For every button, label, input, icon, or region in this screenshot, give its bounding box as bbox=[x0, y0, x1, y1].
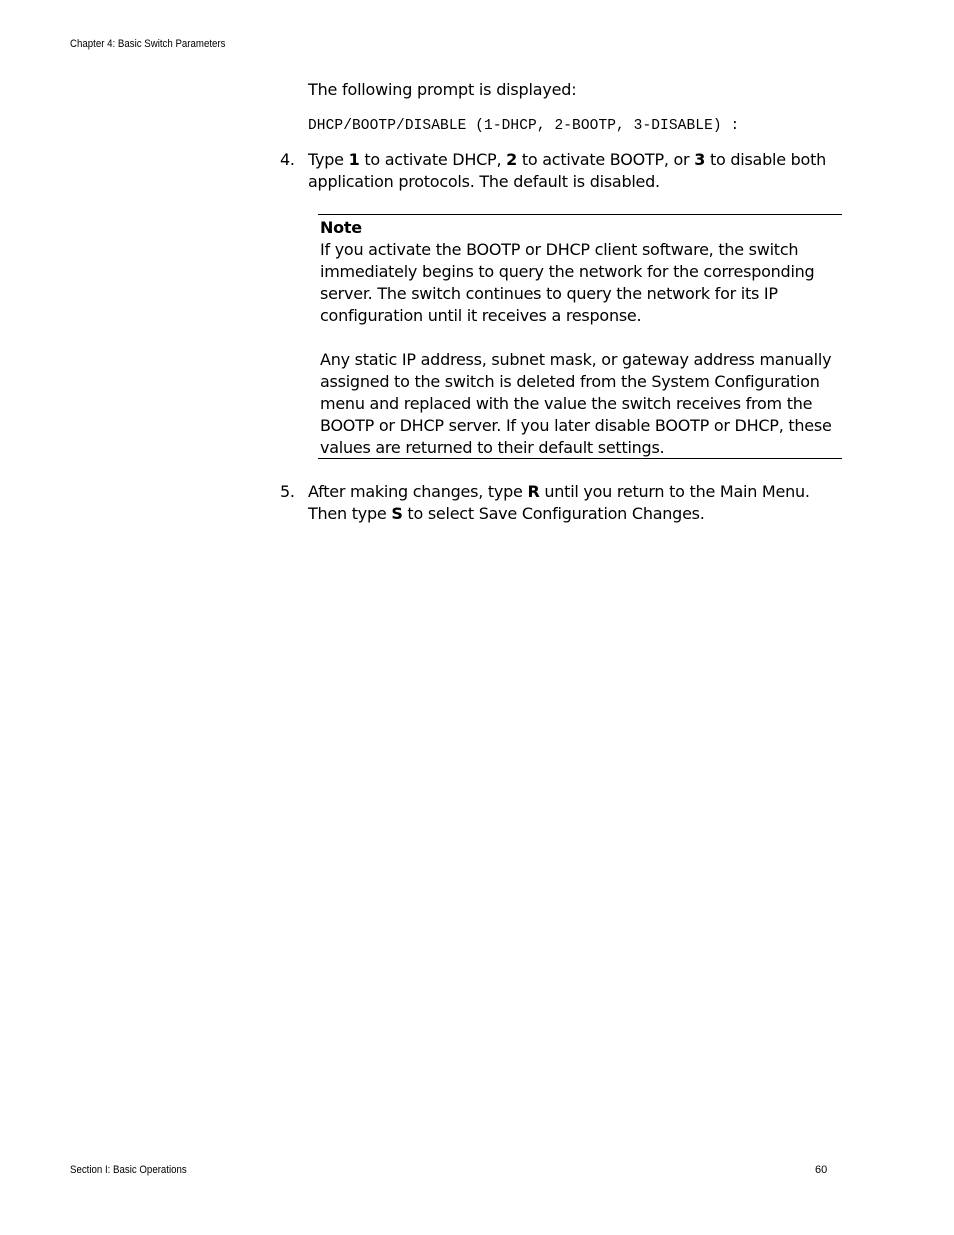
step-text bbox=[308, 481, 850, 524]
page-number: 60 bbox=[815, 1164, 828, 1176]
key-3: 3 bbox=[694, 150, 706, 169]
key-1: 1 bbox=[348, 150, 360, 169]
step-text-part: to select Save Configuration Changes. bbox=[402, 503, 705, 523]
prompt-code: DHCP/BOOTP/DISABLE (1-DHCP, 2-BOOTP, 3-DISABLE) : bbox=[308, 118, 740, 134]
running-header: Chapter 4: Basic Switch Parameters bbox=[70, 38, 226, 50]
step-number: 4. bbox=[280, 150, 295, 169]
note-box bbox=[318, 214, 842, 459]
running-footer-section: Section I: Basic Operations bbox=[70, 1164, 187, 1176]
step-text-part: to activate BOOTP, or bbox=[517, 150, 695, 169]
note-title: Note bbox=[320, 218, 362, 237]
step-text bbox=[308, 149, 850, 192]
step-text-part: After making changes, type bbox=[308, 482, 528, 501]
step-5 bbox=[280, 481, 850, 524]
step-text-part: to activate DHCP, bbox=[359, 150, 507, 169]
key-r: R bbox=[527, 482, 540, 501]
key-2: 2 bbox=[506, 150, 517, 169]
note-paragraph-1: If you activate the BOOTP or DHCP client software, the switch immediately begins to query the network for the corresponding server. The switch continues to query the network for its IP configuration until it receives a response. bbox=[320, 240, 815, 325]
step-number: 5. bbox=[280, 482, 295, 501]
note-paragraph-2: Any static IP address, subnet mask, or gateway address manually assigned to the switch is deleted from the System Configuration menu and replaced with the value the switch receives from the BOOTP or DHCP server. If you later disable BOOTP or DHCP, these values are returned to their default settings. bbox=[320, 350, 832, 457]
step-text-part: until you return to the Main Menu. Then type bbox=[308, 482, 810, 523]
key-s: S bbox=[391, 503, 403, 523]
step-text-part: Type bbox=[308, 150, 349, 169]
step-4 bbox=[280, 149, 850, 192]
intro-paragraph: The following prompt is displayed: bbox=[308, 80, 577, 99]
step-text-part: to disable both application protocols. The default is disabled. bbox=[308, 150, 826, 191]
